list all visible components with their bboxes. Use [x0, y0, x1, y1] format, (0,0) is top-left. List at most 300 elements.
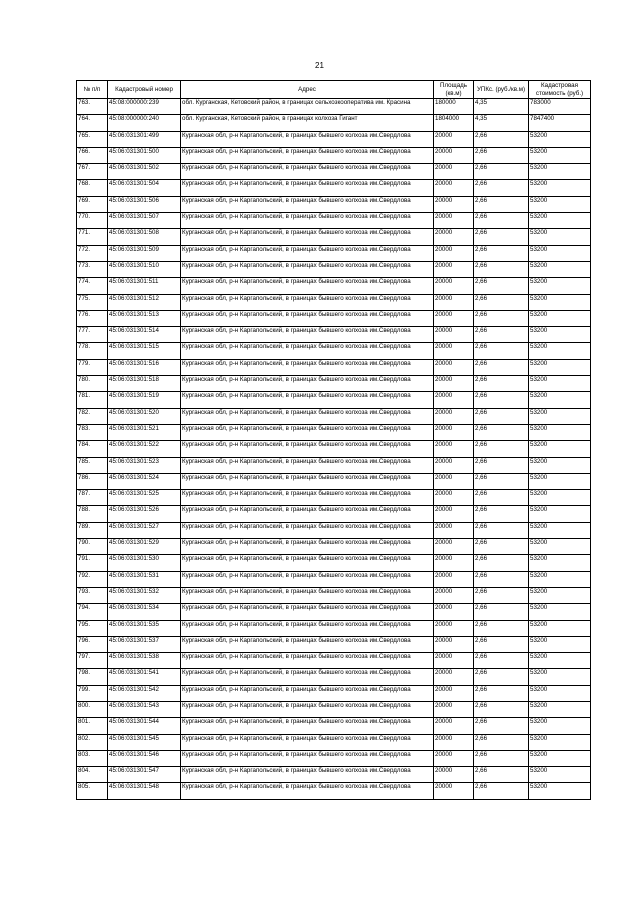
area-cell: 20000: [434, 131, 474, 147]
upks-cell: 2,66: [474, 669, 529, 685]
upks-cell: 2,66: [474, 620, 529, 636]
address-cell: Курганская обл, р-н Каргапольский, в границах бывшего колхоза им.Свердлова: [181, 164, 434, 180]
table-row: [77, 115, 591, 131]
address-cell: Курганская обл, р-н Каргапольский, в границах бывшего колхоза им.Свердлова: [181, 604, 434, 620]
table-row: [77, 767, 591, 783]
row-number-cell: 776.: [77, 310, 108, 326]
row-number-cell: 779.: [77, 359, 108, 375]
upks-cell: 2,66: [474, 636, 529, 652]
cadastral-number-cell: 45:06:031301:518: [108, 376, 181, 392]
address-cell: Курганская обл, р-н Каргапольский, в границах бывшего колхоза им.Свердлова: [181, 555, 434, 571]
cadastral-cost-cell: 53200: [529, 376, 591, 392]
cadastral-number-cell: 45:06:031301:527: [108, 522, 181, 538]
address-cell: обл. Курганская, Кетовский район, в границах колхоза Гигант: [181, 115, 434, 131]
cadastral-number-cell: 45:06:031301:512: [108, 294, 181, 310]
area-cell: 20000: [434, 310, 474, 326]
cadastral-cost-cell: 53200: [529, 310, 591, 326]
cadastral-number-cell: 45:06:031301:537: [108, 636, 181, 652]
cadastral-cost-cell: 53200: [529, 441, 591, 457]
upks-cell: 2,66: [474, 408, 529, 424]
row-number-cell: 768.: [77, 180, 108, 196]
table-row: [77, 327, 591, 343]
cadastral-number-cell: 45:06:031301:547: [108, 767, 181, 783]
table-row: [77, 376, 591, 392]
upks-cell: 2,66: [474, 604, 529, 620]
row-number-cell: 795.: [77, 620, 108, 636]
area-cell: 20000: [434, 685, 474, 701]
cadastral-number-cell: 45:06:031301:538: [108, 653, 181, 669]
cadastral-number-cell: 45:06:031301:520: [108, 408, 181, 424]
address-cell: Курганская обл, р-н Каргапольский, в границах бывшего колхоза им.Свердлова: [181, 734, 434, 750]
address-cell: Курганская обл, р-н Каргапольский, в границах бывшего колхоза им.Свердлова: [181, 359, 434, 375]
upks-cell: 2,66: [474, 147, 529, 163]
cadastral-cost-cell: 53200: [529, 180, 591, 196]
address-cell: Курганская обл, р-н Каргапольский, в границах бывшего колхоза им.Свердлова: [181, 490, 434, 506]
row-number-cell: 799.: [77, 685, 108, 701]
address-cell: Курганская обл, р-н Каргапольский, в границах бывшего колхоза им.Свердлова: [181, 131, 434, 147]
cadastral-number-cell: 45:06:031301:514: [108, 327, 181, 343]
cadastral-cost-cell: 53200: [529, 196, 591, 212]
row-number-cell: 777.: [77, 327, 108, 343]
row-number-cell: 792.: [77, 571, 108, 587]
row-number-cell: 785.: [77, 457, 108, 473]
cadastral-number-cell: 45:06:031301:522: [108, 441, 181, 457]
row-number-cell: 764.: [77, 115, 108, 131]
header-upks: УПКс. (руб./кв.м): [474, 81, 529, 99]
cadastral-cost-cell: 53200: [529, 750, 591, 766]
table-row: [77, 310, 591, 326]
header-cadastral-number: Кадастровый номер: [108, 81, 181, 99]
cadastral-cost-cell: 7847400: [529, 115, 591, 131]
table-row: [77, 571, 591, 587]
address-cell: Курганская обл, р-н Каргапольский, в границах бывшего колхоза им.Свердлова: [181, 750, 434, 766]
table-row: [77, 587, 591, 603]
upks-cell: 2,66: [474, 457, 529, 473]
table-row: [77, 164, 591, 180]
address-cell: Курганская обл, р-н Каргапольский, в границах бывшего колхоза им.Свердлова: [181, 213, 434, 229]
cadastral-cost-cell: 53200: [529, 636, 591, 652]
cadastral-cost-cell: 53200: [529, 653, 591, 669]
address-cell: Курганская обл, р-н Каргапольский, в границах бывшего колхоза им.Свердлова: [181, 147, 434, 163]
cadastral-cost-cell: 53200: [529, 783, 591, 799]
cadastral-number-cell: 45:06:031301:513: [108, 310, 181, 326]
upks-cell: 2,66: [474, 571, 529, 587]
upks-cell: 2,66: [474, 539, 529, 555]
area-cell: 20000: [434, 196, 474, 212]
area-cell: 20000: [434, 261, 474, 277]
cadastral-cost-cell: 53200: [529, 147, 591, 163]
upks-cell: 2,66: [474, 278, 529, 294]
area-cell: 20000: [434, 245, 474, 261]
address-cell: Курганская обл, р-н Каргапольский, в границах бывшего колхоза им.Свердлова: [181, 669, 434, 685]
table-row: [77, 604, 591, 620]
cadastral-number-cell: 45:06:031301:532: [108, 587, 181, 603]
table-row: [77, 441, 591, 457]
upks-cell: 2,66: [474, 441, 529, 457]
cadastral-cost-cell: 53200: [529, 457, 591, 473]
upks-cell: 2,66: [474, 164, 529, 180]
cadastral-number-cell: 45:06:031301:523: [108, 457, 181, 473]
cadastral-table: [76, 80, 591, 800]
address-cell: Курганская обл, р-н Каргапольский, в границах бывшего колхоза им.Свердлова: [181, 408, 434, 424]
cadastral-cost-cell: 53200: [529, 424, 591, 440]
row-number-cell: 780.: [77, 376, 108, 392]
table-row: [77, 245, 591, 261]
upks-cell: 2,66: [474, 310, 529, 326]
cadastral-cost-cell: 53200: [529, 490, 591, 506]
table-row: [77, 685, 591, 701]
table-row: [77, 213, 591, 229]
address-cell: Курганская обл, р-н Каргапольский, в границах бывшего колхоза им.Свердлова: [181, 343, 434, 359]
upks-cell: 2,66: [474, 734, 529, 750]
cadastral-cost-cell: 53200: [529, 620, 591, 636]
row-number-cell: 804.: [77, 767, 108, 783]
table-row: [77, 539, 591, 555]
address-cell: Курганская обл, р-н Каргапольский, в границах бывшего колхоза им.Свердлова: [181, 685, 434, 701]
table-row: [77, 506, 591, 522]
area-cell: 20000: [434, 147, 474, 163]
row-number-cell: 789.: [77, 522, 108, 538]
cadastral-cost-cell: 53200: [529, 392, 591, 408]
area-cell: 20000: [434, 555, 474, 571]
row-number-cell: 794.: [77, 604, 108, 620]
table-row: [77, 392, 591, 408]
cadastral-number-cell: 45:06:031301:504: [108, 180, 181, 196]
area-cell: 20000: [434, 587, 474, 603]
cadastral-cost-cell: 53200: [529, 261, 591, 277]
cadastral-cost-cell: 53200: [529, 131, 591, 147]
row-number-cell: 778.: [77, 343, 108, 359]
upks-cell: 2,66: [474, 587, 529, 603]
row-number-cell: 766.: [77, 147, 108, 163]
upks-cell: 2,66: [474, 424, 529, 440]
area-cell: 20000: [434, 653, 474, 669]
address-cell: Курганская обл, р-н Каргапольский, в границах бывшего колхоза им.Свердлова: [181, 278, 434, 294]
table-row: [77, 669, 591, 685]
address-cell: Курганская обл, р-н Каргапольский, в границах бывшего колхоза им.Свердлова: [181, 424, 434, 440]
table-row: [77, 490, 591, 506]
area-cell: 20000: [434, 376, 474, 392]
area-cell: 20000: [434, 213, 474, 229]
address-cell: Курганская обл, р-н Каргапольский, в границах бывшего колхоза им.Свердлова: [181, 571, 434, 587]
cadastral-cost-cell: 53200: [529, 555, 591, 571]
cadastral-number-cell: 45:06:031301:529: [108, 539, 181, 555]
cadastral-number-cell: 45:06:031301:535: [108, 620, 181, 636]
row-number-cell: 784.: [77, 441, 108, 457]
table-row: [77, 424, 591, 440]
cadastral-number-cell: 45:06:031301:531: [108, 571, 181, 587]
address-cell: обл. Курганская, Кетовский район, в границах сельхозкооператива им. Красина: [181, 99, 434, 115]
area-cell: 20000: [434, 278, 474, 294]
row-number-cell: 790.: [77, 539, 108, 555]
upks-cell: 2,66: [474, 701, 529, 717]
address-cell: Курганская обл, р-н Каргапольский, в границах бывшего колхоза им.Свердлова: [181, 587, 434, 603]
area-cell: 20000: [434, 669, 474, 685]
address-cell: Курганская обл, р-н Каргапольский, в границах бывшего колхоза им.Свердлова: [181, 310, 434, 326]
area-cell: 20000: [434, 424, 474, 440]
cadastral-number-cell: 45:06:031301:519: [108, 392, 181, 408]
header-num: № п/п: [77, 81, 108, 99]
cadastral-number-cell: 45:06:031301:502: [108, 164, 181, 180]
area-cell: 20000: [434, 734, 474, 750]
row-number-cell: 803.: [77, 750, 108, 766]
upks-cell: 2,66: [474, 359, 529, 375]
cadastral-number-cell: 45:06:031301:509: [108, 245, 181, 261]
table-row: [77, 408, 591, 424]
cadastral-cost-cell: 53200: [529, 701, 591, 717]
cadastral-number-cell: 45:06:031301:526: [108, 506, 181, 522]
table-row: [77, 734, 591, 750]
area-cell: 20000: [434, 767, 474, 783]
cadastral-cost-cell: 53200: [529, 245, 591, 261]
address-cell: Курганская обл, р-н Каргапольский, в границах бывшего колхоза им.Свердлова: [181, 783, 434, 799]
address-cell: Курганская обл, р-н Каргапольский, в границах бывшего колхоза им.Свердлова: [181, 376, 434, 392]
cadastral-number-cell: 45:06:031301:548: [108, 783, 181, 799]
area-cell: 20000: [434, 180, 474, 196]
row-number-cell: 800.: [77, 701, 108, 717]
row-number-cell: 763.: [77, 99, 108, 115]
cadastral-cost-cell: 53200: [529, 685, 591, 701]
upks-cell: 2,66: [474, 653, 529, 669]
table-row: [77, 783, 591, 799]
cadastral-cost-cell: 53200: [529, 278, 591, 294]
header-area: Площадь (кв.м): [434, 81, 474, 99]
cadastral-number-cell: 45:06:031301:515: [108, 343, 181, 359]
address-cell: Курганская обл, р-н Каргапольский, в границах бывшего колхоза им.Свердлова: [181, 522, 434, 538]
upks-cell: 2,66: [474, 245, 529, 261]
cadastral-cost-cell: 53200: [529, 229, 591, 245]
row-number-cell: 802.: [77, 734, 108, 750]
cadastral-number-cell: 45:06:031301:516: [108, 359, 181, 375]
upks-cell: 2,66: [474, 392, 529, 408]
area-cell: 20000: [434, 343, 474, 359]
upks-cell: 2,66: [474, 473, 529, 489]
cadastral-number-cell: 45:06:031301:530: [108, 555, 181, 571]
table-row: [77, 294, 591, 310]
row-number-cell: 787.: [77, 490, 108, 506]
upks-cell: 2,66: [474, 213, 529, 229]
area-cell: 20000: [434, 164, 474, 180]
upks-cell: 2,66: [474, 783, 529, 799]
cadastral-number-cell: 45:06:031301:524: [108, 473, 181, 489]
upks-cell: 2,66: [474, 555, 529, 571]
header-address: Адрес: [181, 81, 434, 99]
row-number-cell: 796.: [77, 636, 108, 652]
address-cell: Курганская обл, р-н Каргапольский, в границах бывшего колхоза им.Свердлова: [181, 196, 434, 212]
upks-cell: 2,66: [474, 522, 529, 538]
address-cell: Курганская обл, р-н Каргапольский, в границах бывшего колхоза им.Свердлова: [181, 718, 434, 734]
cadastral-cost-cell: 53200: [529, 408, 591, 424]
address-cell: Курганская обл, р-н Каргапольский, в границах бывшего колхоза им.Свердлова: [181, 294, 434, 310]
area-cell: 20000: [434, 392, 474, 408]
area-cell: 20000: [434, 522, 474, 538]
table-row: [77, 555, 591, 571]
cadastral-number-cell: 45:06:031301:525: [108, 490, 181, 506]
row-number-cell: 781.: [77, 392, 108, 408]
cadastral-number-cell: 45:06:031301:544: [108, 718, 181, 734]
cadastral-number-cell: 45:06:031301:546: [108, 750, 181, 766]
row-number-cell: 788.: [77, 506, 108, 522]
area-cell: 20000: [434, 294, 474, 310]
upks-cell: 2,66: [474, 490, 529, 506]
table-row: [77, 620, 591, 636]
upks-cell: 2,66: [474, 343, 529, 359]
cadastral-number-cell: 45:08:000000:239: [108, 99, 181, 115]
area-cell: 20000: [434, 604, 474, 620]
cadastral-cost-cell: 53200: [529, 213, 591, 229]
address-cell: Курганская обл, р-н Каргапольский, в границах бывшего колхоза им.Свердлова: [181, 261, 434, 277]
page-number: 21: [315, 61, 324, 70]
table-body: [77, 99, 591, 800]
table-row: [77, 750, 591, 766]
address-cell: Курганская обл, р-н Каргапольский, в границах бывшего колхоза им.Свердлова: [181, 701, 434, 717]
address-cell: Курганская обл, р-н Каргапольский, в границах бывшего колхоза им.Свердлова: [181, 327, 434, 343]
address-cell: Курганская обл, р-н Каргапольский, в границах бывшего колхоза им.Свердлова: [181, 473, 434, 489]
address-cell: Курганская обл, р-н Каргапольский, в границах бывшего колхоза им.Свердлова: [181, 620, 434, 636]
cadastral-cost-cell: 53200: [529, 539, 591, 555]
area-cell: 20000: [434, 457, 474, 473]
cadastral-cost-cell: 53200: [529, 587, 591, 603]
address-cell: Курганская обл, р-н Каргапольский, в границах бывшего колхоза им.Свердлова: [181, 392, 434, 408]
table-row: [77, 180, 591, 196]
table-row: [77, 147, 591, 163]
area-cell: 20000: [434, 571, 474, 587]
address-cell: Курганская обл, р-н Каргапольский, в границах бывшего колхоза им.Свердлова: [181, 767, 434, 783]
address-cell: Курганская обл, р-н Каргапольский, в границах бывшего колхоза им.Свердлова: [181, 539, 434, 555]
cadastral-cost-cell: 53200: [529, 294, 591, 310]
upks-cell: 2,66: [474, 229, 529, 245]
cadastral-cost-cell: 53200: [529, 164, 591, 180]
cadastral-cost-cell: 53200: [529, 522, 591, 538]
area-cell: 20000: [434, 750, 474, 766]
area-cell: 20000: [434, 408, 474, 424]
upks-cell: 2,66: [474, 376, 529, 392]
cadastral-number-cell: 45:06:031301:545: [108, 734, 181, 750]
address-cell: Курганская обл, р-н Каргапольский, в границах бывшего колхоза им.Свердлова: [181, 441, 434, 457]
cadastral-number-cell: 45:06:031301:500: [108, 147, 181, 163]
upks-cell: 2,66: [474, 294, 529, 310]
cadastral-cost-cell: 783000: [529, 99, 591, 115]
address-cell: Курганская обл, р-н Каргапольский, в границах бывшего колхоза им.Свердлова: [181, 245, 434, 261]
upks-cell: 2,66: [474, 261, 529, 277]
table-row: [77, 278, 591, 294]
cadastral-number-cell: 45:06:031301:511: [108, 278, 181, 294]
address-cell: Курганская обл, р-н Каргапольский, в границах бывшего колхоза им.Свердлова: [181, 636, 434, 652]
row-number-cell: 786.: [77, 473, 108, 489]
upks-cell: 2,66: [474, 506, 529, 522]
upks-cell: 2,66: [474, 718, 529, 734]
cadastral-number-cell: 45:06:031301:534: [108, 604, 181, 620]
table-header: [77, 81, 591, 99]
row-number-cell: 801.: [77, 718, 108, 734]
cadastral-cost-cell: 53200: [529, 359, 591, 375]
area-cell: 20000: [434, 359, 474, 375]
row-number-cell: 797.: [77, 653, 108, 669]
address-cell: Курганская обл, р-н Каргапольский, в границах бывшего колхоза им.Свердлова: [181, 506, 434, 522]
row-number-cell: 805.: [77, 783, 108, 799]
row-number-cell: 771.: [77, 229, 108, 245]
upks-cell: 2,66: [474, 196, 529, 212]
row-number-cell: 774.: [77, 278, 108, 294]
row-number-cell: 767.: [77, 164, 108, 180]
area-cell: 20000: [434, 783, 474, 799]
area-cell: 20000: [434, 441, 474, 457]
table-row: [77, 99, 591, 115]
cadastral-number-cell: 45:06:031301:507: [108, 213, 181, 229]
row-number-cell: 769.: [77, 196, 108, 212]
upks-cell: 4,35: [474, 115, 529, 131]
area-cell: 180000: [434, 99, 474, 115]
row-number-cell: 772.: [77, 245, 108, 261]
cadastral-number-cell: 45:06:031301:543: [108, 701, 181, 717]
table-row: [77, 359, 591, 375]
cadastral-cost-cell: 53200: [529, 571, 591, 587]
cadastral-cost-cell: 53200: [529, 343, 591, 359]
area-cell: 20000: [434, 539, 474, 555]
cadastral-number-cell: 45:06:031301:510: [108, 261, 181, 277]
cadastral-number-cell: 45:06:031301:521: [108, 424, 181, 440]
table-row: [77, 473, 591, 489]
address-cell: Курганская обл, р-н Каргапольский, в границах бывшего колхоза им.Свердлова: [181, 653, 434, 669]
cadastral-number-cell: 45:06:031301:499: [108, 131, 181, 147]
cadastral-number-cell: 45:06:031301:542: [108, 685, 181, 701]
cadastral-cost-cell: 53200: [529, 604, 591, 620]
upks-cell: 2,66: [474, 131, 529, 147]
table-row: [77, 701, 591, 717]
upks-cell: 2,66: [474, 327, 529, 343]
cadastral-number-cell: 45:06:031301:541: [108, 669, 181, 685]
cadastral-number-cell: 45:06:031301:508: [108, 229, 181, 245]
upks-cell: 2,66: [474, 685, 529, 701]
area-cell: 20000: [434, 620, 474, 636]
area-cell: 20000: [434, 636, 474, 652]
cadastral-number-cell: 45:08:000000:240: [108, 115, 181, 131]
cadastral-cost-cell: 53200: [529, 327, 591, 343]
address-cell: Курганская обл, р-н Каргапольский, в границах бывшего колхоза им.Свердлова: [181, 457, 434, 473]
upks-cell: 2,66: [474, 767, 529, 783]
area-cell: 20000: [434, 490, 474, 506]
table-row: [77, 522, 591, 538]
cadastral-cost-cell: 53200: [529, 734, 591, 750]
row-number-cell: 783.: [77, 424, 108, 440]
table-row: [77, 343, 591, 359]
table-row: [77, 653, 591, 669]
table-row: [77, 261, 591, 277]
area-cell: 20000: [434, 701, 474, 717]
table-row: [77, 131, 591, 147]
table-row: [77, 457, 591, 473]
area-cell: 20000: [434, 327, 474, 343]
address-cell: Курганская обл, р-н Каргапольский, в границах бывшего колхоза им.Свердлова: [181, 180, 434, 196]
upks-cell: 4,35: [474, 99, 529, 115]
table-row: [77, 636, 591, 652]
area-cell: 20000: [434, 229, 474, 245]
row-number-cell: 782.: [77, 408, 108, 424]
area-cell: 20000: [434, 473, 474, 489]
address-cell: Курганская обл, р-н Каргапольский, в границах бывшего колхоза им.Свердлова: [181, 229, 434, 245]
upks-cell: 2,66: [474, 750, 529, 766]
area-cell: 20000: [434, 718, 474, 734]
row-number-cell: 765.: [77, 131, 108, 147]
cadastral-cost-cell: 53200: [529, 506, 591, 522]
table-row: [77, 196, 591, 212]
cadastral-cost-cell: 53200: [529, 473, 591, 489]
table-row: [77, 718, 591, 734]
cadastral-number-cell: 45:06:031301:506: [108, 196, 181, 212]
area-cell: 20000: [434, 506, 474, 522]
cadastral-cost-cell: 53200: [529, 669, 591, 685]
row-number-cell: 773.: [77, 261, 108, 277]
